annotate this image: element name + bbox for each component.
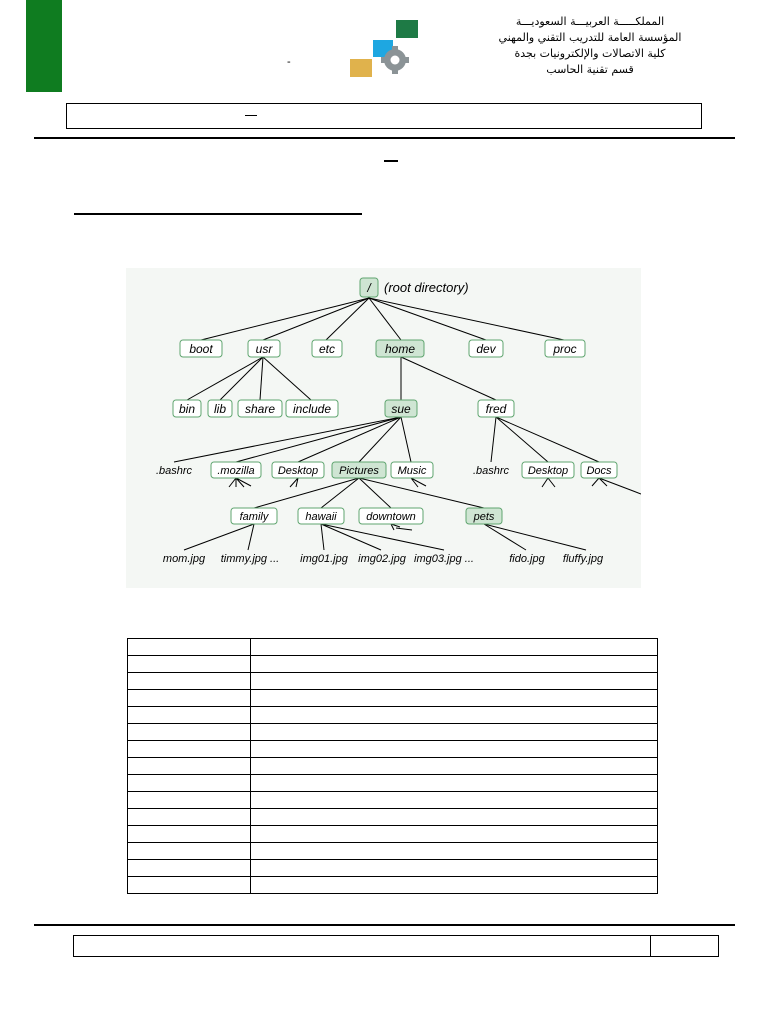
node-fred-desktop xyxy=(522,462,574,478)
file-fred-bashrc: .bashrc xyxy=(472,465,510,477)
root-caption: (root directory) xyxy=(384,280,469,295)
header-line-college: كلية الاتصالات والإلكترونيات بجدة xyxy=(514,47,666,60)
node-proc xyxy=(545,340,585,357)
svg-text:dev: dev xyxy=(476,342,496,356)
table-cell-description xyxy=(251,826,658,843)
center-dash-mark xyxy=(384,160,398,162)
svg-text:Pictures: Pictures xyxy=(339,465,379,477)
header-rule xyxy=(34,137,735,139)
file-sue-bashrc: .bashrc xyxy=(155,465,193,477)
svg-text:sue: sue xyxy=(391,402,411,416)
node-dev xyxy=(469,340,503,357)
table-cell-description xyxy=(251,656,658,673)
header-line-organization: المؤسسة العامة للتدريب التقني والمهني xyxy=(498,31,682,44)
file-timmy-jpg: timmy.jpg ... xyxy=(220,553,280,565)
node-root xyxy=(360,278,378,297)
section-heading-underline xyxy=(74,213,362,215)
title-box-mark xyxy=(245,115,257,116)
footer-box xyxy=(73,935,719,957)
file-fluffy-jpg: fluffy.jpg xyxy=(562,553,604,565)
node-sue-desktop xyxy=(272,462,324,478)
table-row xyxy=(128,792,658,809)
svg-text:bin: bin xyxy=(178,402,196,416)
node-etc xyxy=(312,340,342,357)
table-cell-name xyxy=(128,843,251,860)
svg-text:downtown: downtown xyxy=(366,511,416,523)
table-cell-name xyxy=(128,809,251,826)
node-music xyxy=(391,462,433,478)
table-cell-name xyxy=(128,724,251,741)
table-body xyxy=(128,639,658,894)
table-row xyxy=(128,741,658,758)
table-row xyxy=(128,809,658,826)
table-row xyxy=(128,724,658,741)
svg-text:home: home xyxy=(384,342,416,356)
table-row xyxy=(128,775,658,792)
table-cell-name xyxy=(128,860,251,877)
node-share xyxy=(238,400,282,417)
svg-text:usr: usr xyxy=(255,342,273,356)
svg-text:etc: etc xyxy=(318,342,336,356)
table-cell-description xyxy=(251,673,658,690)
course-title-box xyxy=(66,103,702,129)
table-cell-name xyxy=(128,758,251,775)
table-row xyxy=(128,707,658,724)
arabic-institution-header xyxy=(460,14,720,78)
svg-text:fred: fred xyxy=(485,402,507,416)
root-label: / xyxy=(367,281,371,295)
node-lib xyxy=(208,400,232,417)
table-cell-description xyxy=(251,843,658,860)
svg-text:proc: proc xyxy=(553,342,577,356)
linux-directory-tree-diagram xyxy=(126,268,641,588)
table-row xyxy=(128,673,658,690)
node-home xyxy=(376,340,424,357)
svg-text:hawaii: hawaii xyxy=(305,511,337,523)
table-cell-name xyxy=(128,690,251,707)
table-cell-description xyxy=(251,741,658,758)
node-hawaii xyxy=(298,508,344,524)
file-img02-jpg: img02.jpg xyxy=(358,553,406,565)
node-pictures xyxy=(332,462,386,478)
table-cell-description xyxy=(251,792,658,809)
svg-text:Desktop: Desktop xyxy=(277,465,319,477)
header-line-kingdom: المملكـــــة العربيـــة السعوديـــة xyxy=(515,15,665,28)
table-row xyxy=(128,843,658,860)
table-row xyxy=(128,690,658,707)
file-fido-jpg: fido.jpg xyxy=(509,553,545,565)
table-cell-name xyxy=(128,741,251,758)
node-pets xyxy=(466,508,502,524)
table-cell-name xyxy=(128,792,251,809)
file-mom-jpg: mom.jpg xyxy=(162,553,206,565)
table-cell-name xyxy=(128,707,251,724)
svg-text:family: family xyxy=(239,511,269,523)
footer-page-cell-divider xyxy=(650,935,651,957)
svg-text:share: share xyxy=(244,402,276,416)
table-row xyxy=(128,639,658,656)
table-row xyxy=(128,860,658,877)
node-sue xyxy=(385,400,417,417)
table-cell-name xyxy=(128,826,251,843)
svg-text:include: include xyxy=(292,402,332,416)
node-fred xyxy=(478,400,514,417)
tvtc-logo xyxy=(348,20,420,78)
svg-text:boot: boot xyxy=(189,342,213,356)
file-img03-jpg: img03.jpg ... xyxy=(414,553,474,565)
node-mozilla xyxy=(211,462,261,478)
node-docs xyxy=(581,462,617,478)
table-cell-description xyxy=(251,724,658,741)
table-row xyxy=(128,877,658,894)
node-boot xyxy=(180,340,222,357)
svg-text:.mozilla: .mozilla xyxy=(217,465,255,477)
svg-text:Docs: Docs xyxy=(586,465,612,477)
table-cell-description xyxy=(251,758,658,775)
node-usr xyxy=(248,340,280,357)
node-downtown xyxy=(359,508,423,524)
table-cell-description xyxy=(251,860,658,877)
file-img01-jpg: img01.jpg xyxy=(300,553,348,565)
table-cell-description xyxy=(251,707,658,724)
table-cell-name xyxy=(128,639,251,656)
node-family xyxy=(231,508,277,524)
table-cell-description xyxy=(251,639,658,656)
table-row xyxy=(128,826,658,843)
table-row xyxy=(128,758,658,775)
node-include xyxy=(286,400,338,417)
header-line-department: قسم تقنية الحاسب xyxy=(546,63,634,76)
svg-text:Desktop: Desktop xyxy=(527,465,569,477)
node-bin xyxy=(173,400,201,417)
green-side-bar xyxy=(26,0,62,92)
table-cell-name xyxy=(128,775,251,792)
footer-rule xyxy=(34,924,735,926)
table-cell-name xyxy=(128,877,251,894)
svg-text:Music: Music xyxy=(397,465,427,477)
table-cell-name xyxy=(128,656,251,673)
table-row xyxy=(128,656,658,673)
empty-directory-table xyxy=(127,638,658,894)
table-cell-description xyxy=(251,877,658,894)
table-cell-name xyxy=(128,673,251,690)
svg-text:lib: lib xyxy=(213,402,227,416)
table-cell-description xyxy=(251,809,658,826)
table-cell-description xyxy=(251,690,658,707)
table-cell-description xyxy=(251,775,658,792)
logo-dash: - xyxy=(287,56,291,68)
svg-text:pets: pets xyxy=(473,511,495,523)
